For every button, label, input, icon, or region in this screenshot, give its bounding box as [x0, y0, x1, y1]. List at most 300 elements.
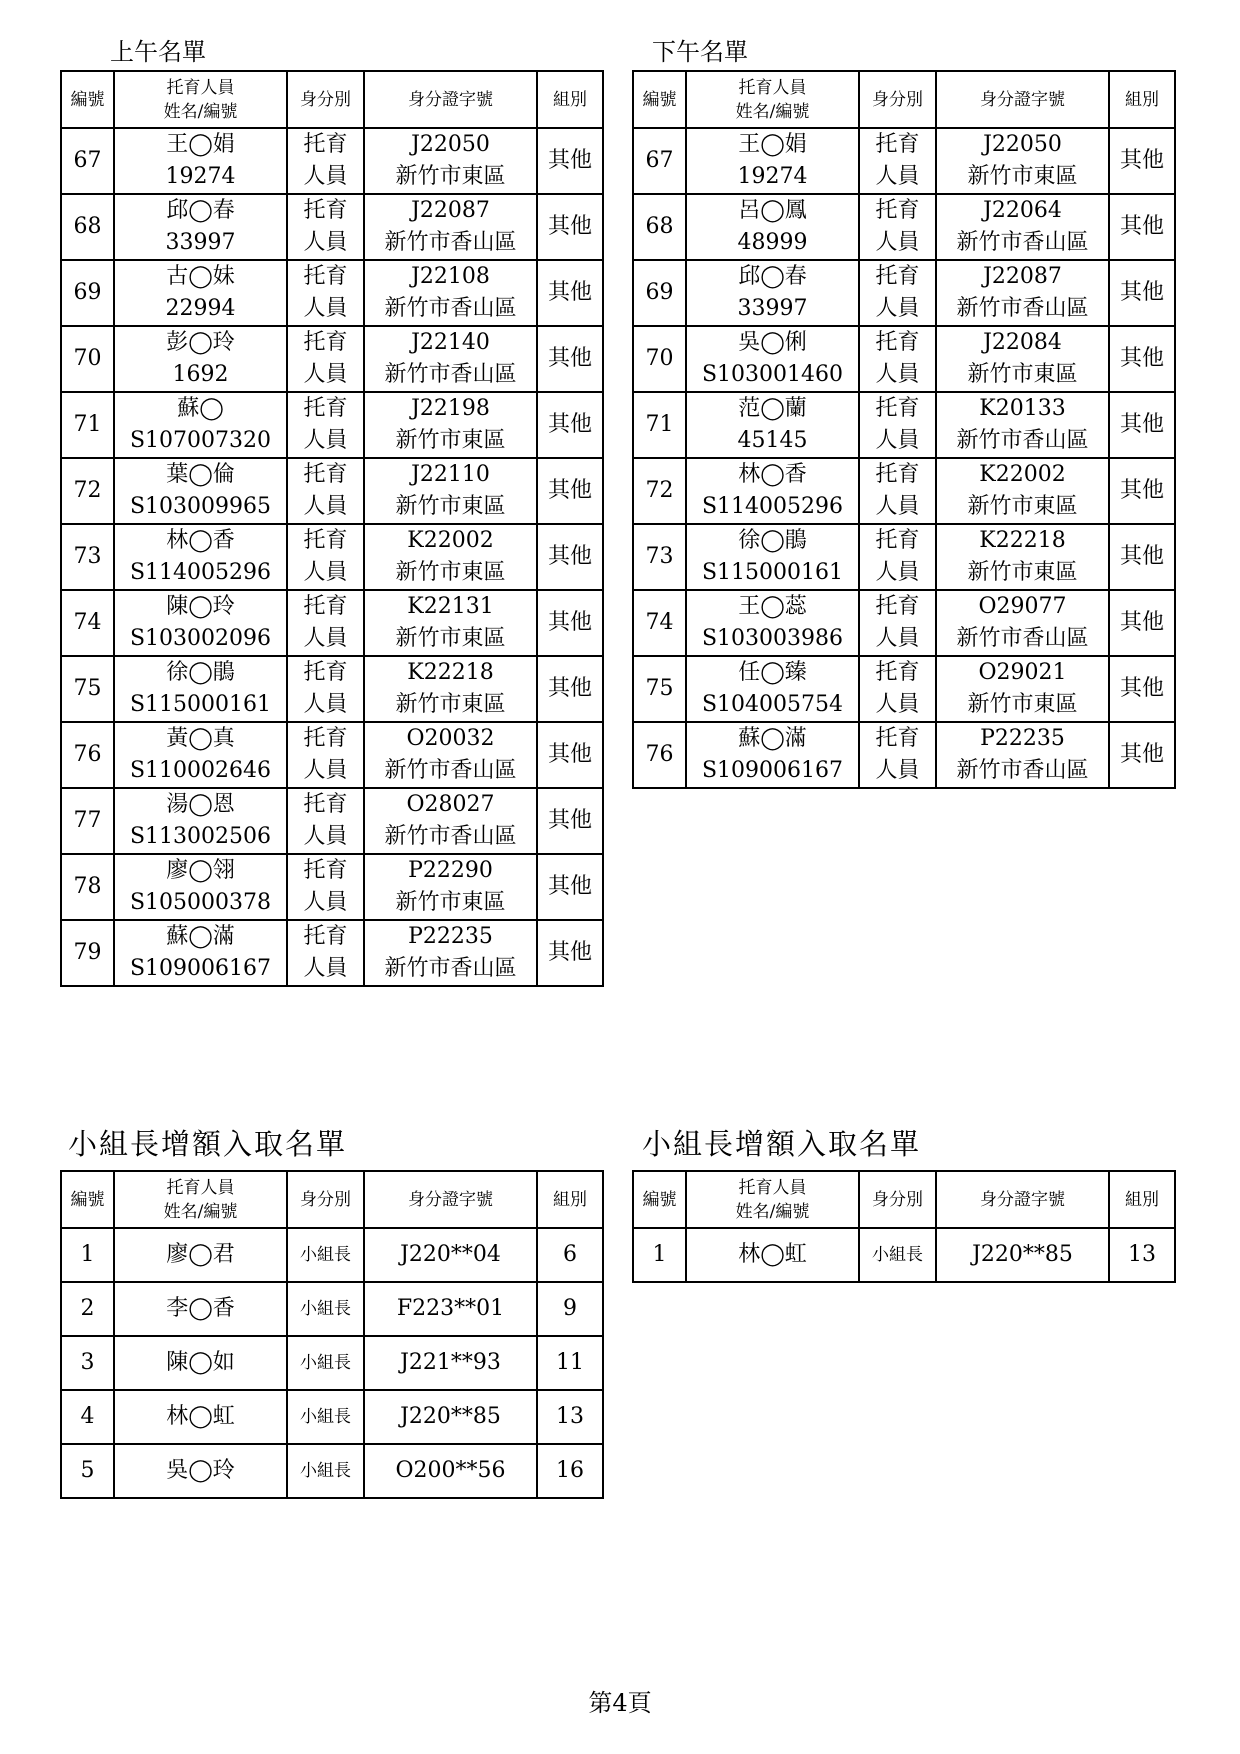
header-name-line2: 姓名/編號: [735, 1201, 810, 1222]
row-number: 70: [633, 326, 686, 392]
row-number: 76: [633, 722, 686, 788]
row-number: 67: [61, 128, 114, 194]
identity-type-cell: [287, 392, 364, 458]
caregiver-cell: [686, 326, 859, 392]
group-number: 13: [1109, 1228, 1175, 1282]
identity-type-cell: [287, 920, 364, 986]
row-number: 1: [633, 1228, 686, 1282]
row-number: 77: [61, 788, 114, 854]
caregiver-cell: [114, 326, 287, 392]
identity-type-line1: 托育: [303, 726, 348, 751]
caregiver-name: 湯◯恩: [166, 792, 235, 817]
identity-type-line1: 托育: [303, 264, 348, 289]
identity-type-line1: 托育: [875, 528, 920, 553]
district: 新竹市東區: [395, 560, 506, 585]
row-number: 70: [61, 326, 114, 392]
district: 新竹市香山區: [956, 626, 1089, 651]
table-row: [61, 722, 603, 788]
identity-type-line1: 托育: [875, 462, 920, 487]
identity-type-cell: [859, 656, 936, 722]
caregiver-code: S103003986: [701, 626, 844, 651]
caregiver-cell: [686, 722, 859, 788]
identity-type-line1: 托育: [875, 726, 920, 751]
caregiver-name: 徐◯鵑: [738, 528, 807, 553]
group-cell: 其他: [537, 194, 603, 260]
identity-type-line1: 托育: [303, 792, 348, 817]
table-row: [61, 590, 603, 656]
identity-type-line1: 托育: [303, 858, 348, 883]
group-cell: 其他: [537, 590, 603, 656]
identity-type: 小組長: [287, 1390, 364, 1444]
identity-type-line2: 人員: [303, 296, 348, 321]
caregiver-name: 呂◯鳳: [738, 198, 807, 223]
leader-name: 林◯虹: [686, 1228, 859, 1282]
row-number: 78: [61, 854, 114, 920]
header-no: 編號: [633, 1171, 686, 1228]
id-number: J22087: [411, 198, 490, 223]
id-cell: [364, 392, 537, 458]
header-no: 編號: [633, 71, 686, 128]
caregiver-cell: [114, 656, 287, 722]
identity-type-cell: [287, 326, 364, 392]
group-cell: 其他: [537, 128, 603, 194]
caregiver-cell: [114, 524, 287, 590]
id-number: J220**85: [936, 1228, 1109, 1282]
header-no: 編號: [61, 1171, 114, 1228]
header-name-line2: 姓名/編號: [163, 1201, 238, 1222]
id-cell: [936, 590, 1109, 656]
district: 新竹市香山區: [956, 428, 1089, 453]
caregiver-code: 48999: [737, 230, 808, 255]
identity-type-cell: [859, 722, 936, 788]
caregiver-name: 王◯蕊: [738, 594, 807, 619]
group-cell: 其他: [1109, 656, 1175, 722]
id-number: P22290: [408, 858, 493, 883]
row-number: 68: [633, 194, 686, 260]
identity-type-line1: 托育: [875, 264, 920, 289]
caregiver-cell: [114, 260, 287, 326]
identity-type-line1: 托育: [303, 528, 348, 553]
table-row: [633, 194, 1175, 260]
identity-type-cell: [287, 722, 364, 788]
id-cell: [364, 260, 537, 326]
id-number: O20032: [406, 726, 495, 751]
identity-type-line2: 人員: [875, 626, 920, 651]
header-row: [61, 1171, 603, 1228]
caregiver-cell: [686, 656, 859, 722]
caregiver-code: S110002646: [129, 758, 272, 783]
caregiver-cell: [686, 392, 859, 458]
identity-type-line1: 托育: [303, 594, 348, 619]
group-number: 11: [537, 1336, 603, 1390]
row-number: 73: [633, 524, 686, 590]
table-row: [61, 1228, 603, 1282]
district: 新竹市香山區: [384, 824, 517, 849]
morning-table: [60, 70, 604, 987]
id-number: J220**04: [364, 1228, 537, 1282]
caregiver-cell: [114, 788, 287, 854]
table-row: [61, 1282, 603, 1336]
identity-type-line2: 人員: [303, 230, 348, 255]
id-number: K22218: [979, 528, 1066, 553]
group-cell: 其他: [1109, 194, 1175, 260]
identity-type-cell: [859, 458, 936, 524]
id-cell: [364, 128, 537, 194]
identity-type-line2: 人員: [303, 824, 348, 849]
header-name-line1: 托育人員: [166, 77, 235, 98]
id-cell: [936, 392, 1109, 458]
identity-type-cell: [287, 788, 364, 854]
header-id: 身分證字號: [364, 71, 537, 128]
table-row: [61, 524, 603, 590]
caregiver-cell: [114, 854, 287, 920]
table-row: [633, 1228, 1175, 1282]
leaders-right-title: 小組長增額入取名單: [642, 1127, 922, 1161]
caregiver-name: 吳◯俐: [738, 330, 807, 355]
table-row: [633, 524, 1175, 590]
identity-type-line2: 人員: [303, 428, 348, 453]
id-number: K22131: [407, 594, 494, 619]
group-cell: 其他: [537, 524, 603, 590]
id-number: K20133: [979, 396, 1066, 421]
caregiver-code: S113002506: [129, 824, 272, 849]
afternoon-list-title: 下午名單: [652, 38, 748, 66]
table-row: [61, 920, 603, 986]
district: 新竹市香山區: [384, 956, 517, 981]
caregiver-cell: [114, 458, 287, 524]
id-cell: [364, 458, 537, 524]
row-number: 73: [61, 524, 114, 590]
district: 新竹市香山區: [384, 296, 517, 321]
identity-type-cell: [859, 326, 936, 392]
caregiver-cell: [114, 128, 287, 194]
table-row: [61, 656, 603, 722]
group-cell: 其他: [1109, 524, 1175, 590]
caregiver-name: 黃◯真: [166, 726, 235, 751]
caregiver-cell: [686, 590, 859, 656]
table-row: [61, 128, 603, 194]
row-number: 71: [633, 392, 686, 458]
caregiver-code: 19274: [737, 164, 808, 189]
identity-type-line2: 人員: [875, 494, 920, 519]
row-number: 4: [61, 1390, 114, 1444]
identity-type: 小組長: [287, 1228, 364, 1282]
id-number: K22002: [979, 462, 1066, 487]
row-number: 76: [61, 722, 114, 788]
group-cell: 其他: [1109, 590, 1175, 656]
header-name-line1: 托育人員: [738, 77, 807, 98]
identity-type-cell: [859, 260, 936, 326]
id-cell: [364, 590, 537, 656]
header-name-line1: 托育人員: [166, 1177, 235, 1198]
leader-name: 吳◯玲: [114, 1444, 287, 1498]
caregiver-code: S105000378: [129, 890, 272, 915]
id-cell: [364, 920, 537, 986]
identity-type-line2: 人員: [875, 230, 920, 255]
leaders-left-block: [68, 1126, 347, 1162]
caregiver-code: S115000161: [129, 692, 272, 717]
header-name: [686, 1171, 859, 1228]
row-number: 2: [61, 1282, 114, 1336]
caregiver-name: 廖◯翎: [166, 858, 235, 883]
caregiver-name: 蘇◯: [177, 396, 224, 421]
table-row: [61, 788, 603, 854]
district: 新竹市東區: [395, 428, 506, 453]
district: 新竹市東區: [967, 164, 1078, 189]
header-type: 身分別: [287, 1171, 364, 1228]
header-name: [114, 71, 287, 128]
group-cell: 其他: [537, 854, 603, 920]
identity-type-line2: 人員: [303, 692, 348, 717]
group-number: 9: [537, 1282, 603, 1336]
identity-type-line1: 托育: [875, 198, 920, 223]
id-number: O200**56: [364, 1444, 537, 1498]
caregiver-code: 1692: [172, 362, 229, 387]
caregiver-cell: [114, 722, 287, 788]
caregiver-name: 彭◯玲: [166, 330, 235, 355]
leaders-left-table-wrap: [60, 1170, 604, 1499]
row-number: 75: [633, 656, 686, 722]
caregiver-name: 葉◯倫: [166, 462, 235, 487]
identity-type-cell: [859, 392, 936, 458]
row-number: 72: [633, 458, 686, 524]
group-cell: 其他: [537, 920, 603, 986]
district: 新竹市香山區: [956, 296, 1089, 321]
id-cell: [364, 656, 537, 722]
header-name: [686, 71, 859, 128]
identity-type-line1: 托育: [875, 660, 920, 685]
caregiver-cell: [114, 590, 287, 656]
header-group: 組別: [537, 71, 603, 128]
identity-type-line1: 托育: [875, 330, 920, 355]
leaders-left-table: [60, 1170, 604, 1499]
id-number: J22110: [411, 462, 490, 487]
id-cell: [936, 458, 1109, 524]
id-number: O29021: [978, 660, 1067, 685]
caregiver-name: 邱◯春: [166, 198, 235, 223]
id-number: O29077: [978, 594, 1067, 619]
header-row: [61, 71, 603, 128]
table-row: [61, 260, 603, 326]
identity-type-cell: [287, 128, 364, 194]
header-type: 身分別: [859, 71, 936, 128]
group-cell: 其他: [1109, 392, 1175, 458]
identity-type-line2: 人員: [875, 164, 920, 189]
district: 新竹市東區: [967, 560, 1078, 585]
row-number: 72: [61, 458, 114, 524]
identity-type: 小組長: [287, 1336, 364, 1390]
district: 新竹市香山區: [956, 758, 1089, 783]
header-group: 組別: [537, 1171, 603, 1228]
caregiver-code: S115000161: [701, 560, 844, 585]
header-type: 身分別: [859, 1171, 936, 1228]
identity-type-line2: 人員: [303, 560, 348, 585]
caregiver-name: 范◯蘭: [738, 396, 807, 421]
caregiver-code: S103002096: [129, 626, 272, 651]
header-group: 組別: [1109, 71, 1175, 128]
table-row: [61, 854, 603, 920]
caregiver-code: 19274: [165, 164, 236, 189]
table-row: [61, 194, 603, 260]
caregiver-code: S114005296: [701, 494, 844, 519]
header-id: 身分證字號: [936, 1171, 1109, 1228]
identity-type-cell: [859, 590, 936, 656]
table-row: [633, 656, 1175, 722]
caregiver-code: S107007320: [129, 428, 272, 453]
table-row: [633, 392, 1175, 458]
id-cell: [364, 788, 537, 854]
table-row: [61, 1390, 603, 1444]
district: 新竹市香山區: [956, 230, 1089, 255]
identity-type-cell: [287, 194, 364, 260]
id-cell: [936, 194, 1109, 260]
table-row: [633, 326, 1175, 392]
id-number: J22087: [983, 264, 1062, 289]
group-cell: 其他: [537, 722, 603, 788]
id-number: J22050: [411, 132, 490, 157]
header-group: 組別: [1109, 1171, 1175, 1228]
header-name-line2: 姓名/編號: [163, 101, 238, 122]
table-row: [633, 722, 1175, 788]
table-row: [633, 128, 1175, 194]
identity-type-cell: [287, 524, 364, 590]
header-no: 編號: [61, 71, 114, 128]
row-number: 69: [633, 260, 686, 326]
identity-type-cell: [859, 128, 936, 194]
district: 新竹市東區: [395, 692, 506, 717]
id-cell: [936, 260, 1109, 326]
district: 新竹市東區: [967, 494, 1078, 519]
caregiver-name: 徐◯鵑: [166, 660, 235, 685]
identity-type-line1: 托育: [303, 660, 348, 685]
header-row: [633, 1171, 1175, 1228]
id-number: J22108: [411, 264, 490, 289]
table-row: [61, 458, 603, 524]
group-cell: 其他: [1109, 128, 1175, 194]
group-number: 6: [537, 1228, 603, 1282]
leaders-right-table: [632, 1170, 1176, 1283]
leader-name: 林◯虹: [114, 1390, 287, 1444]
identity-type-line2: 人員: [875, 692, 920, 717]
header-id: 身分證字號: [936, 71, 1109, 128]
row-number: 74: [633, 590, 686, 656]
afternoon-table: [632, 70, 1176, 789]
leaders-right-block: [642, 1126, 921, 1162]
table-row: [61, 392, 603, 458]
caregiver-name: 邱◯春: [738, 264, 807, 289]
district: 新竹市香山區: [384, 758, 517, 783]
identity-type-cell: [287, 656, 364, 722]
group-cell: 其他: [537, 656, 603, 722]
identity-type-line1: 托育: [303, 132, 348, 157]
caregiver-name: 王◯娟: [166, 132, 235, 157]
id-cell: [936, 656, 1109, 722]
id-cell: [364, 194, 537, 260]
identity-type-line1: 托育: [875, 594, 920, 619]
row-number: 79: [61, 920, 114, 986]
caregiver-name: 任◯臻: [738, 660, 807, 685]
identity-type-line1: 托育: [303, 330, 348, 355]
district: 新竹市香山區: [384, 362, 517, 387]
group-cell: 其他: [1109, 260, 1175, 326]
group-number: 13: [537, 1390, 603, 1444]
group-number: 16: [537, 1444, 603, 1498]
id-cell: [364, 326, 537, 392]
caregiver-cell: [114, 920, 287, 986]
leaders-right-table-wrap: [632, 1170, 1176, 1283]
group-cell: 其他: [1109, 326, 1175, 392]
identity-type-line2: 人員: [303, 626, 348, 651]
identity-type-line2: 人員: [875, 560, 920, 585]
table-row: [633, 590, 1175, 656]
identity-type-line2: 人員: [303, 956, 348, 981]
caregiver-code: S103001460: [701, 362, 844, 387]
id-cell: [936, 524, 1109, 590]
id-number: K22002: [407, 528, 494, 553]
id-number: P22235: [980, 726, 1065, 751]
identity-type: 小組長: [287, 1444, 364, 1498]
morning-list-title: 上午名單: [110, 38, 206, 66]
caregiver-code: 33997: [165, 230, 236, 255]
identity-type-line1: 托育: [875, 396, 920, 421]
caregiver-cell: [114, 194, 287, 260]
identity-type-line1: 托育: [303, 462, 348, 487]
caregiver-code: S114005296: [129, 560, 272, 585]
caregiver-cell: [114, 392, 287, 458]
group-cell: 其他: [537, 458, 603, 524]
afternoon-table-wrap: [632, 70, 1176, 789]
identity-type-line2: 人員: [875, 362, 920, 387]
group-cell: 其他: [1109, 458, 1175, 524]
id-cell: [936, 128, 1109, 194]
row-number: 71: [61, 392, 114, 458]
identity-type: 小組長: [287, 1282, 364, 1336]
identity-type-line1: 托育: [303, 198, 348, 223]
identity-type-line2: 人員: [875, 296, 920, 321]
caregiver-code: S109006167: [701, 758, 844, 783]
caregiver-name: 蘇◯滿: [738, 726, 807, 751]
caregiver-code: 45145: [737, 428, 808, 453]
identity-type-cell: [287, 854, 364, 920]
id-number: J22064: [983, 198, 1062, 223]
identity-type-line1: 托育: [303, 924, 348, 949]
header-id: 身分證字號: [364, 1171, 537, 1228]
caregiver-name: 林◯香: [738, 462, 807, 487]
district: 新竹市東區: [395, 494, 506, 519]
id-cell: [364, 524, 537, 590]
table-row: [61, 1444, 603, 1498]
header-row: [633, 71, 1175, 128]
identity-type-cell: [287, 590, 364, 656]
header-name-line2: 姓名/編號: [735, 101, 810, 122]
table-row: [633, 260, 1175, 326]
identity-type-cell: [859, 524, 936, 590]
identity-type-cell: [859, 194, 936, 260]
id-number: J221**93: [364, 1336, 537, 1390]
row-number: 68: [61, 194, 114, 260]
district: 新竹市東區: [967, 692, 1078, 717]
identity-type-line2: 人員: [303, 362, 348, 387]
identity-type-line1: 托育: [303, 396, 348, 421]
caregiver-code: 33997: [737, 296, 808, 321]
row-number: 1: [61, 1228, 114, 1282]
row-number: 3: [61, 1336, 114, 1390]
leaders-left-title: 小組長增額入取名單: [68, 1127, 348, 1161]
table-row: [633, 458, 1175, 524]
id-number: J220**85: [364, 1390, 537, 1444]
identity-type-line2: 人員: [875, 758, 920, 783]
page-number: 第4頁: [588, 1689, 652, 1717]
